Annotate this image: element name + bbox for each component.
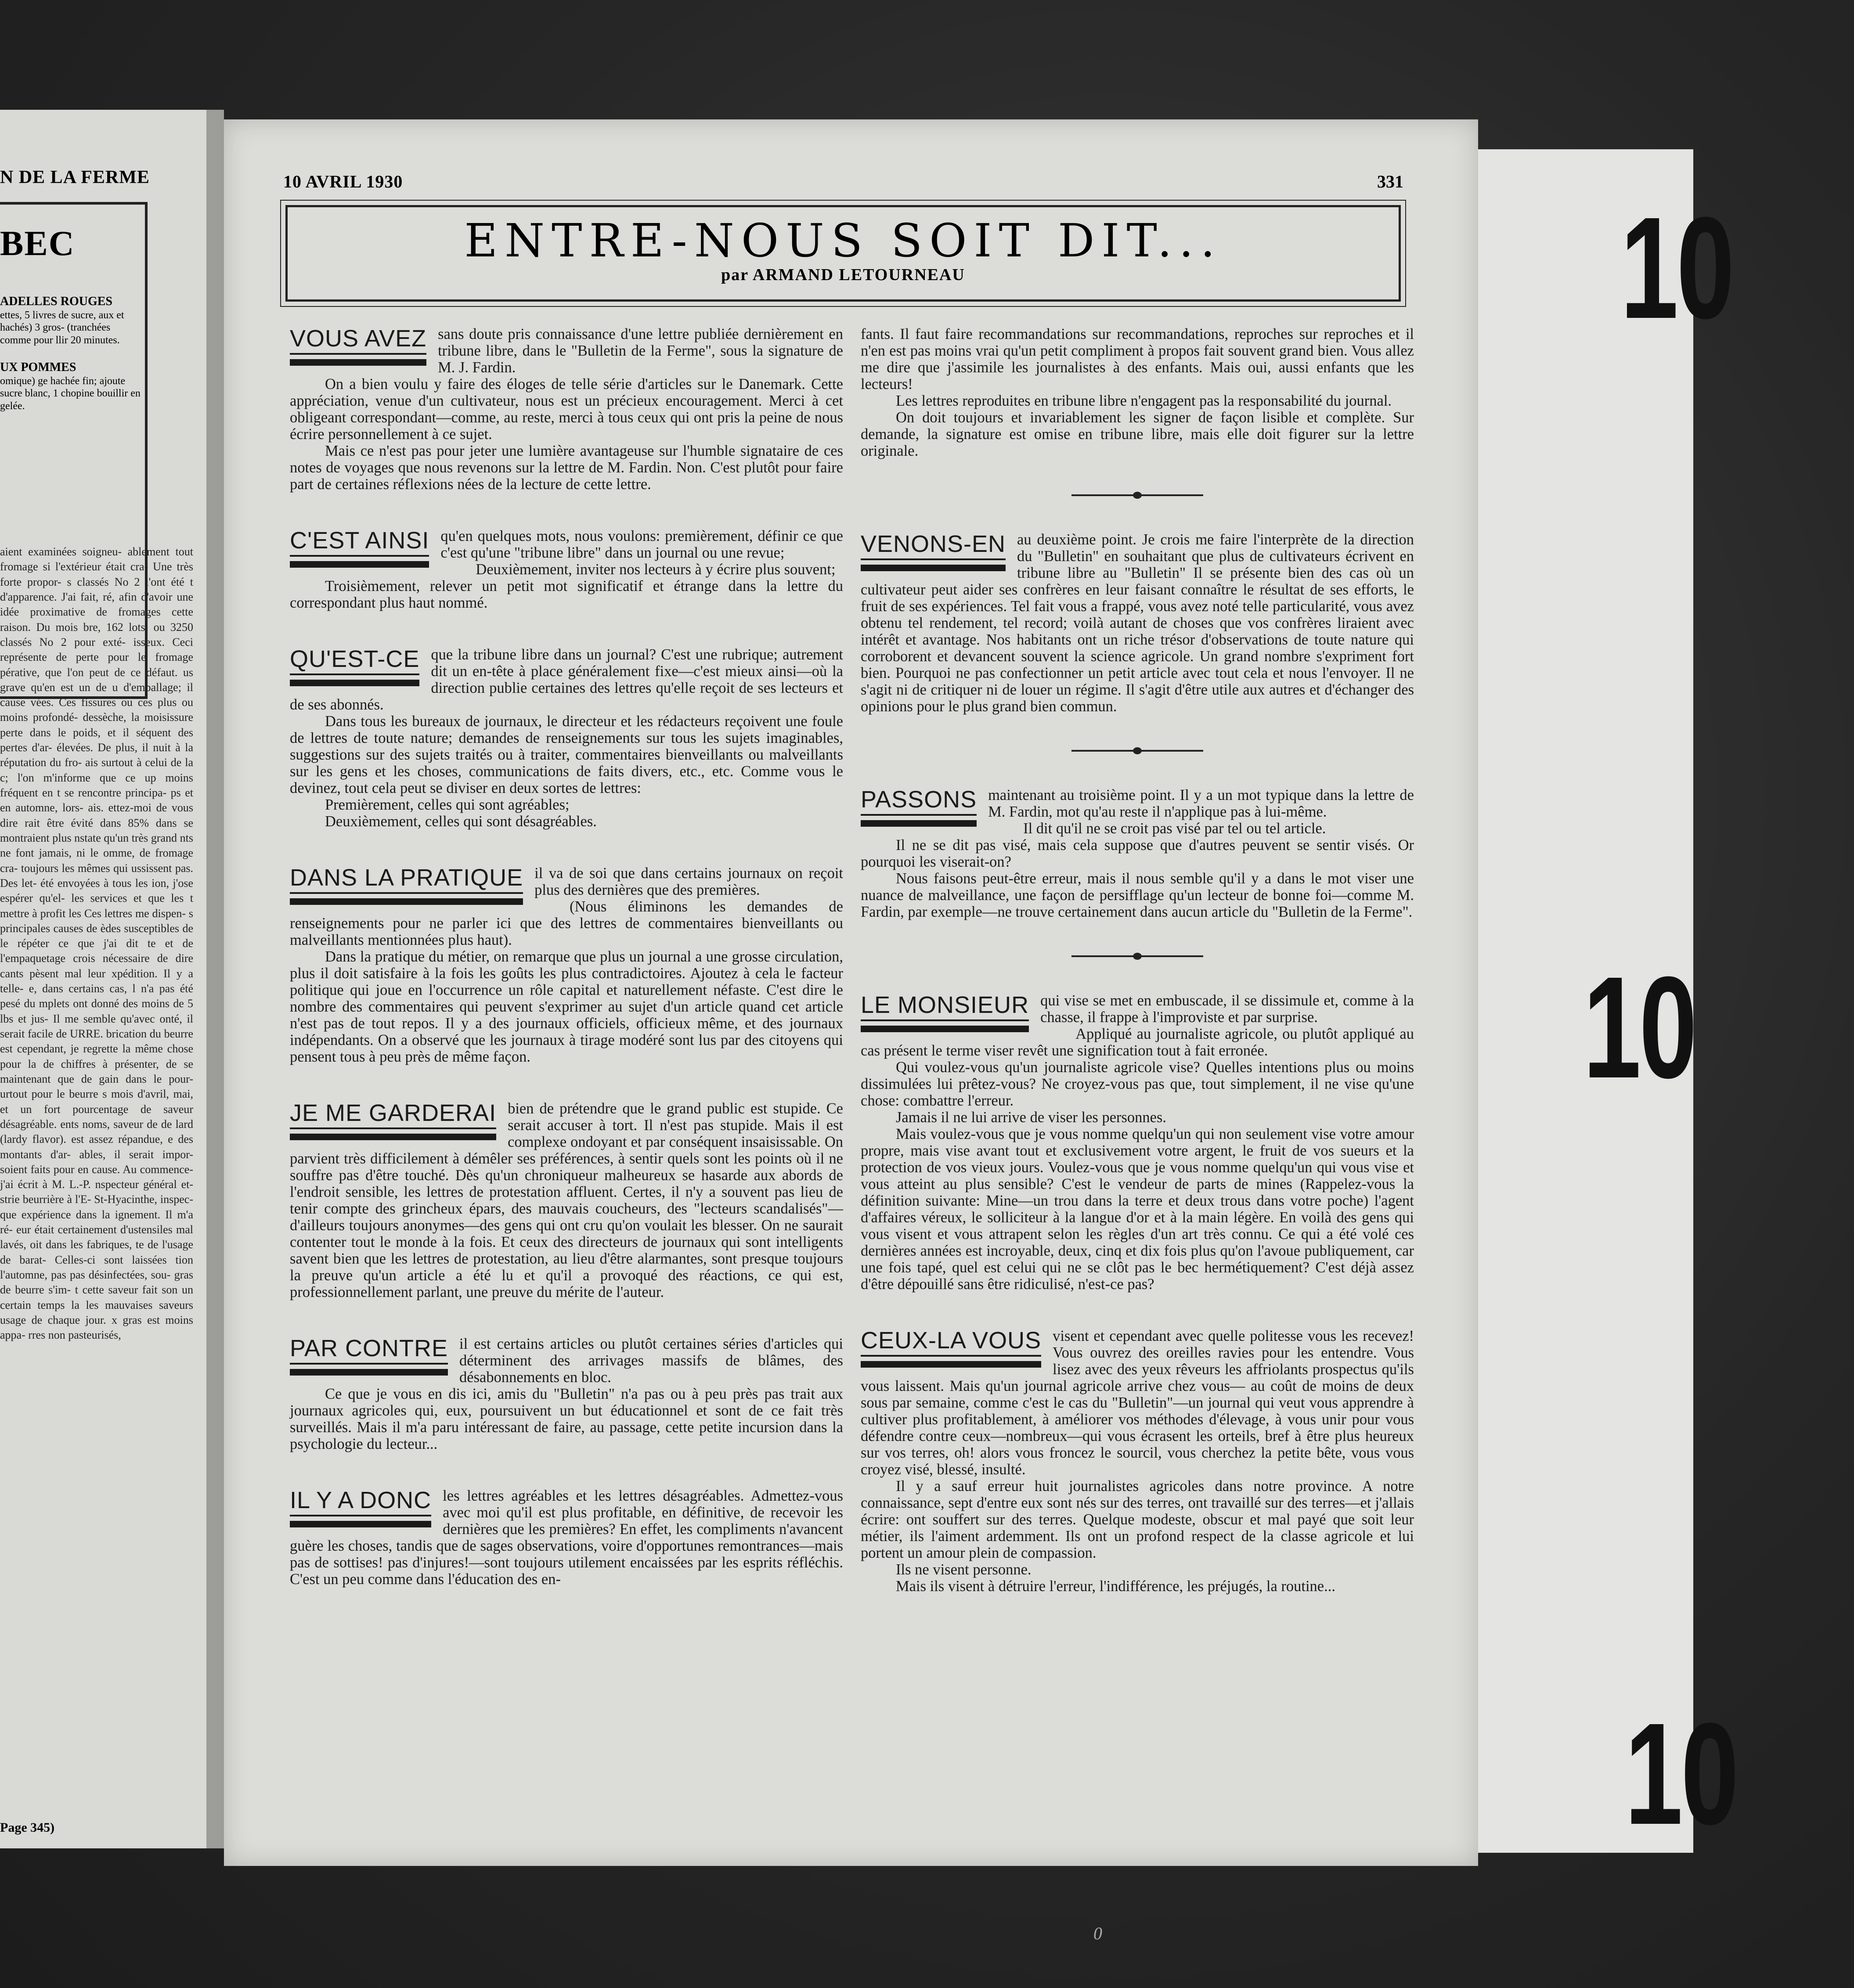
recipe-heading: ADELLES ROUGES (0, 295, 112, 308)
left-page-header: N DE LA FERME (0, 167, 150, 187)
heading-rule (861, 1355, 1041, 1357)
heading-rule (290, 353, 426, 355)
section-heading (290, 1336, 448, 1376)
left-column-text: aient examinées soigneu- ablement tout fromage si l'extérieur était cra- Une très forte propor- s classés No 2 l'ont été t d'apparence. J'ai fait, ré, afin d'avoir une idée proximative de fromages cette raison. Du mois bre, 162 lots, ou 3250 classés No 2 pour exté- isseux. Ceci représente de perte pour le fromage pérative, que l'on peut de ce défaut. us grave qu'en est un de u d'emballage; il cause vées. Ces fissures ou ces plus ou moins profondé- dessèche, la moisissure perte dans le poids, et il séquent des pertes d'ar- élevées. De plus, il nuit à la réputation du fro- ais surtout à celui de la c; l'on m'informe que ce up moins fréquent en t se rencontre principa- ps et en automne, lors- ais. ettez-moi de vous dire rait être évité dans 85% dans se montraient plus nstate qu'un très grand nts ne font jamais, ni le omme, de fromage cra- toujours les mêmes qui ussissent pas. Des let- été envoyées à tous les ion, j'ose espérer qu'el- les services et que les t mettre à profit les Ces lettres me dispen- s principales causes de èdes susceptibles de le répéter ce que j'ai dit te et de l'empaquetage crois nécessaire de dire cants pèsent mal leur xpédition. Il y a telle- e, dans certains cas, l n'a pas été pesé du mplets ont donné des moins de 5 lbs et jus- Il me semble qu'avec onté, il serait facile de URRE. brication du beurre est cependant, je regrette la même chose pour la de chiffres à présenter, de se maintenant que de gain dans le pour- urtout pour le beurre s mois d'avril, mai, et un fort pourcentage de saveur désagréable. ents noms, saveur de de lard (lardy flavor). est assez répandue, e des montants d'ar- ables, il serait impor- soient faits pour en cause. Au commence- j'ai écrit à M. L.-P. nspecteur général et- strie beurrière à l'E- St-Hyacinthe, inspec- que expérience dans la ignement. Il m'a ré- eur était certainement d'ustensiles mal lavés, oit dans les fabriques, te de l'usage de barat- Celles-ci sont laissées tion l'automne, pas pas désinfectées, sou- gras de beurre s'im- t cette saveur fait son un certain temps la les mauvaises saveurs usage de chaque jour. x gras est moins appa- rres non pasteurisés, (0, 545, 193, 1342)
article-section (861, 787, 1414, 920)
heading-bar (290, 898, 523, 905)
column-right-intro (861, 326, 1414, 459)
paragraph: les lettres agréables et les lettres désagréables. Admettez-vous avec moi qu'il est plus profitable, en définitive, de recevoir les dernières que les premières? En effet, les compliments n'avancent guère les choses, tandis que de sages observations, voire d'opportunes remontrances—mais pas de sottises! pas d'injures!—sont toujours utilement encaissées par les esprits réfléchis. C'est un peu comme dans l'éducation des en- (290, 1487, 843, 1588)
left-page-footer: Page 345) (0, 1820, 55, 1835)
section-heading-text: QU'EST-CE (290, 646, 420, 672)
paragraph: qui vise se met en embuscade, il se dissimule et, comme à la chasse, il frappe à l'improviste et par surprise. (1040, 992, 1414, 1026)
heading-rule (861, 558, 1006, 560)
paragraph: Appliqué au journaliste agricole, ou plutôt appliqué au cas présent le terme viser revêt une signification tout à fait erronée. (861, 1026, 1414, 1059)
section-heading-text: CEUX-LA VOUS (861, 1327, 1042, 1354)
heading-bar (861, 1026, 1029, 1032)
page-number: 331 (1377, 172, 1403, 191)
section-heading-text: VENONS-EN (861, 531, 1006, 557)
heading-rule (290, 1515, 431, 1516)
paragraph: il va de soi que dans certains journaux on reçoit plus des dernières que des premières. (534, 865, 843, 898)
left-recipe-block (0, 294, 141, 413)
film-mark: 0 (1093, 1923, 1102, 1943)
section-heading-text: JE ME GARDERAI (290, 1100, 497, 1126)
section-heading (290, 326, 426, 366)
paragraph: Il dit qu'il ne se croit pas visé par tel ou tel article. (1023, 820, 1326, 837)
heading-rule (290, 1363, 448, 1365)
section-heading-text: IL Y A DONC (290, 1487, 432, 1513)
article-section (290, 1487, 843, 1588)
paragraph: Ils ne visent personne. (896, 1561, 1032, 1578)
left-page-title: BEC (0, 224, 75, 263)
heading-rule (861, 814, 977, 816)
article-section (290, 1100, 843, 1300)
section-divider (1071, 750, 1203, 752)
paragraph: Il ne se dit pas visé, mais cela suppose que d'autres peuvent se sentir visés. Or pourquoi les viserait-on? (861, 837, 1414, 870)
paragraph: On doit toujours et invariablement les signer de façon lisible et complète. Sur demande, la signature est omise en tribune libre, mais elle doit figurer sur la lettre originale. (861, 409, 1414, 459)
left-page-fragment (0, 110, 206, 1848)
paragraph: Nous faisons peut-être erreur, mais il nous semble qu'il y a dans le mot viser une nuance de malveillance, une façon de persifflage qu'un lecteur de bonne foi—comme M. Fardin, par exemple—ne trouve certainement dans aucun article du "Bulletin de la Ferme". (861, 870, 1414, 920)
paragraph: Deuxièmement, celles qui sont désagréables. (325, 813, 597, 830)
recipe-text: ettes, 5 livres de sucre, aux et hachés) 3 gros- (tranchées comme pour llir 20 minutes. (0, 309, 124, 346)
article-section (290, 1336, 843, 1452)
paragraph: Deuxièmement, inviter nos lecteurs à y écrire plus souvent; (476, 561, 836, 578)
section-heading-text: C'EST AINSI (290, 527, 429, 554)
heading-bar (290, 680, 419, 686)
paragraph: fants. Il faut faire recommandations sur recommandations, reproches sur reproches et il n'en est pas moins vrai qu'un petit compliment à propos fait souvent grand bien. Vous allez me dire que j'assimile les journalistes à des enfants. Mais oui, aussi enfants que les lecteurs! (861, 326, 1414, 393)
heading-rule (290, 555, 429, 557)
article-section (861, 992, 1414, 1293)
heading-rule (290, 673, 419, 675)
frame-number: 10 (1620, 187, 1733, 349)
section-heading (290, 1487, 431, 1527)
issue-date: 10 AVRIL 1930 (283, 172, 403, 191)
paragraph: Les lettres reproduites en tribune libre n'engagent pas la responsabilité du journal. (896, 393, 1392, 409)
article-title: ENTRE-NOUS SOIT DIT... (464, 214, 1222, 267)
section-heading-text: VOUS AVEZ (290, 325, 427, 352)
section-heading (861, 992, 1029, 1032)
heading-rule (861, 1019, 1029, 1021)
section-heading-text: PASSONS (861, 786, 977, 813)
article-page (224, 119, 1478, 1866)
frame-number: 10 (1625, 1693, 1737, 1855)
section-heading-text: LE MONSIEUR (861, 992, 1029, 1018)
heading-bar (290, 359, 426, 366)
heading-bar (290, 1369, 448, 1376)
section-heading (290, 646, 419, 686)
section-heading-text: PAR CONTRE (290, 1335, 448, 1361)
frame-number: 10 (1583, 946, 1695, 1108)
paragraph: Troisièmement, relever un petit mot significatif et étrange dans la lettre du correspondant plus haut nommé. (290, 578, 843, 611)
recipe-heading: UX POMMES (0, 360, 76, 374)
heading-rule (290, 1127, 496, 1129)
paragraph: Mais ce n'est pas pour jeter une lumière avantageuse sur l'humble signataire de ces notes de voyages que nous revenons sur la lettre de M. Fardin. Non. C'est plutôt pour faire part de certaines réflexions nées de la lecture de cette lettre. (290, 443, 843, 493)
section-heading (290, 1100, 496, 1140)
paragraph: maintenant au troisième point. Il y a un mot typique dans la lettre de M. Fardin, mot qu'au reste il n'applique pas à lui-même. (988, 787, 1414, 820)
section-divider (1071, 494, 1203, 496)
section-heading-text: DANS LA PRATIQUE (290, 864, 523, 891)
paragraph: Mais voulez-vous que je vous nomme quelqu'un qui non seulement vise votre amour propre, mais vise avant tout et exclusivement votre argent, le fruit de vos sueurs et la protection de vos vieux jours. Voulez-vous que je vous nomme quelqu'un qui vous vise et vous atteint au plus sensible? C'est le vendeur de parts de mines (Rappelez-vous la définition suivante: Mine—un trou dans la terre et deux trous dans votre poche) l'agent d'affaires véreux, le solliciteur à la langue d'or et à la main légère. En voilà des gens qui vous visent et vous attrapent selon les règles d'un art très connu. Ce qui a été volé ces dernières années est incroyable, deux, cinq et dix fois plus qu'on l'avoue publiquement, car une fois tapé, quel est celui qui ne se clôt pas le bec hermétiquement? C'est déjà assez d'être dépouillé sans être ridiculisé, n'est-ce pas? (861, 1126, 1414, 1293)
heading-bar (861, 565, 1006, 571)
heading-bar (290, 1134, 496, 1140)
paragraph: au deuxième point. Je crois me faire l'interprète de la direction du "Bulletin" en souhaitant que plus de cultivateurs écrivent en tribune libre au "Bulletin" Il se présente bien des cas où un cultivateur peut aider ses confrères en leur faisant connaître le résultat de ses efforts, le fruit de ses expériences. Tel fait vous a frappé, vous avez noté telle particularité, vous avez obtenu tel rendement, tel record; voilà autant de choses que vos confrères liraient avec intérêt et avantage. Nos habitants ont un riche trésor d'observations de toute nature qui corroborent et devancent souvent la science agricole. Un grand nombre s'expriment fort bien. Pourquoi ne pas confectionner un petit article avec tout cela et nous l'envoyer. Il ne s'agit ni de critiquer ni de louer un régime. Il s'agit d'être utile aux autres et d'échanger des opinions pour le plus grand bien commun. (861, 531, 1414, 715)
paragraph: Dans la pratique du métier, on remarque que plus un journal a une grosse circulation, plus il doit satisfaire à la fois les goûts les plus contradictoires. Ajoutez à cela le facteur politique qui joue en l'occurrence un rôle capital et naturellement néfaste. C'est dire le nombre des commentaires qui peuvent s'exprimer au sujet d'un article quand cet article n'est pas de tout repos. Il y a des journaux officiels, officieux même, et des journaux indépendants. On a observé que les journaux à tirage modéré sont lus par des citoyens qui pensent tous à peu près de même façon. (290, 948, 843, 1065)
paragraph: que la tribune libre dans un journal? C'est une rubrique; autrement dit un en-tête à place généralement fixe—c'est mieux ainsi—où la direction publie certaines des lettres qu'elle reçoit de ses lecteurs et de ses abonnés. (290, 646, 843, 713)
paragraph: visent et cependant avec quelle politesse vous les recevez! Vous ouvrez des oreilles ravies pour les entendre. Vous lisez avec des yeux rêveurs les affriolants prospectus qu'ils vous laissent. Mais qu'un journal agricole arrive chez vous— au coût de moins de deux sous par semaine, comme c'est le cas du "Bulletin"—un journal qui veut vous apprendre à cultiver plus profitablement, à améliorer vos méthodes d'élevage, à vous unir pour vous défendre contre ceux—nombreux—qui vous écrasent les orteils, bref à être plus heureux sur vos terres, oh! alors vous froncez le sourcil, vous cherchez la petite bête, vous vous croyez visé, blessé, insulté. (861, 1328, 1414, 1478)
paragraph: Qui voulez-vous qu'un journaliste agricole vise? Quelles intentions plus ou moins dissimulées lui prêtez-vous? Ne croyez-vous pas que, tout simplement, il ne vise qu'une chose: combattre l'erreur. (861, 1059, 1414, 1109)
heading-bar (290, 1521, 431, 1527)
heading-bar (290, 561, 429, 568)
paragraph: Ce que je vous en dis ici, amis du "Bulletin" n'a pas ou à peu près pas trait aux journaux agricoles qui, eux, poursuivent un but éducationnel et sont de ce fait très surveillés. Mais il m'a paru intéressant de faire, au passage, cette petite incursion dans la psychologie du lecteur... (290, 1386, 843, 1452)
paragraph: bien de prétendre que le grand public est stupide. Ce serait accuser à tort. Il n'est pas stupide. Mais il est complexe ondoyant et par conséquent insaisissable. On parvient très difficilement à démêler ses préférences, à sentir quels sont les points où il ne souffre pas d'être touché. Dès qu'un chroniqueur malheureux se hasarde aux abords de l'endroit sensible, les lettres de protestation affluent. Certes, il n'y a souvent pas lieu de tenir compte des grincheux épars, des mauvais coucheurs, des "lecteurs scandalisés"—d'ailleurs toujours anonymes—des gens qui ont cru qu'on voulait les blesser. On ne saurait contenter tout le monde à la fois. Et ceux des directeurs de journaux qui sont intelligents savent bien que les lettres de protestation, au lieu d'être alarmantes, sont presque toujours la preuve qu'un article a été lu et qu'il a provoqué des réactions, ce qui est, professionnellement parlant, une preuve du mérite de l'auteur. (290, 1100, 843, 1300)
column-right (861, 326, 1414, 1595)
heading-bar (861, 1361, 1041, 1368)
paragraph: (Nous éliminons les demandes de renseignements pour ne parler ici que des lettres de commentaires bienveillants ou malveillants mentionnées plus haut). (290, 898, 843, 948)
paragraph: qu'en quelques mots, nous voulons: premièrement, définir ce que c'est qu'une "tribune libre" dans un journal ou une revue; (440, 528, 843, 561)
article-section (290, 646, 843, 830)
paragraph: Premièrement, celles qui sont agréables; (325, 796, 570, 813)
paragraph: Mais ils visent à détruire l'erreur, l'indifférence, les préjugés, la routine... (896, 1578, 1335, 1595)
recipe-text: omique) ge hachée fin; ajoute sucre blanc, 1 chopine bouillir en gelée. (0, 375, 141, 412)
section-heading (290, 528, 429, 568)
section-heading (861, 787, 977, 827)
page-gutter (206, 110, 224, 1848)
article-section (290, 865, 843, 1065)
article-section (290, 326, 843, 493)
article-section (861, 1328, 1414, 1595)
paragraph: On a bien voulu y faire des éloges de telle série d'articles sur le Danemark. Cette appréciation, venue d'un cultivateur, nous est un précieux encouragement. Merci à cet obligeant correspondant—comme, au reste, merci à tous ceux qui ont pris la peine de nous écrire personnellement à ce sujet. (290, 376, 843, 443)
section-heading (290, 865, 523, 905)
paragraph: il est certains articles ou plutôt certaines séries d'articles qui déterminent des arrivages massifs de blâmes, des désabonnements en bloc. (459, 1336, 843, 1386)
article-byline: par ARMAND LETOURNEAU (721, 266, 965, 284)
heading-rule (290, 892, 523, 894)
column-left (290, 326, 843, 1588)
article-section (290, 528, 843, 611)
section-divider (1071, 955, 1203, 957)
heading-bar (861, 820, 977, 827)
section-heading (861, 1328, 1041, 1368)
paragraph: Jamais il ne lui arrive de viser les personnes. (896, 1109, 1167, 1126)
section-heading (861, 531, 1006, 571)
article-section (861, 531, 1414, 715)
paragraph: sans doute pris connaissance d'une lettre publiée dernièrement en tribune libre, dans le "Bulletin de la Ferme", sous la signature de M. J. Fardin. (438, 326, 843, 376)
paragraph: Il y a sauf erreur huit journalistes agricoles dans notre province. A notre connaissance, sept d'entre eux sont nés sur des terres, ont travaillé sur des terres—et j'allais écrire: ont souffert sur des terres. Quelque modeste, obscur et mal payé que soit leur métier, ils l'aiment ardemment. Ils ont un profond respect de la classe agricole et lui portent un amour plein de compassion. (861, 1478, 1414, 1561)
article-title-box (285, 205, 1401, 302)
paragraph: Dans tous les bureaux de journaux, le directeur et les rédacteurs reçoivent une foule de lettres de toute nature; demandes de renseignements sur tous les sujets imaginables, suggestions sur des sujets traités ou à traiter, commentaires bienveillants ou malveillants sur les gens et les choses, communications de faits divers, etc., etc. Comme vous le devinez, tout cela peut se diviser en deux sortes de lettres: (290, 713, 843, 796)
